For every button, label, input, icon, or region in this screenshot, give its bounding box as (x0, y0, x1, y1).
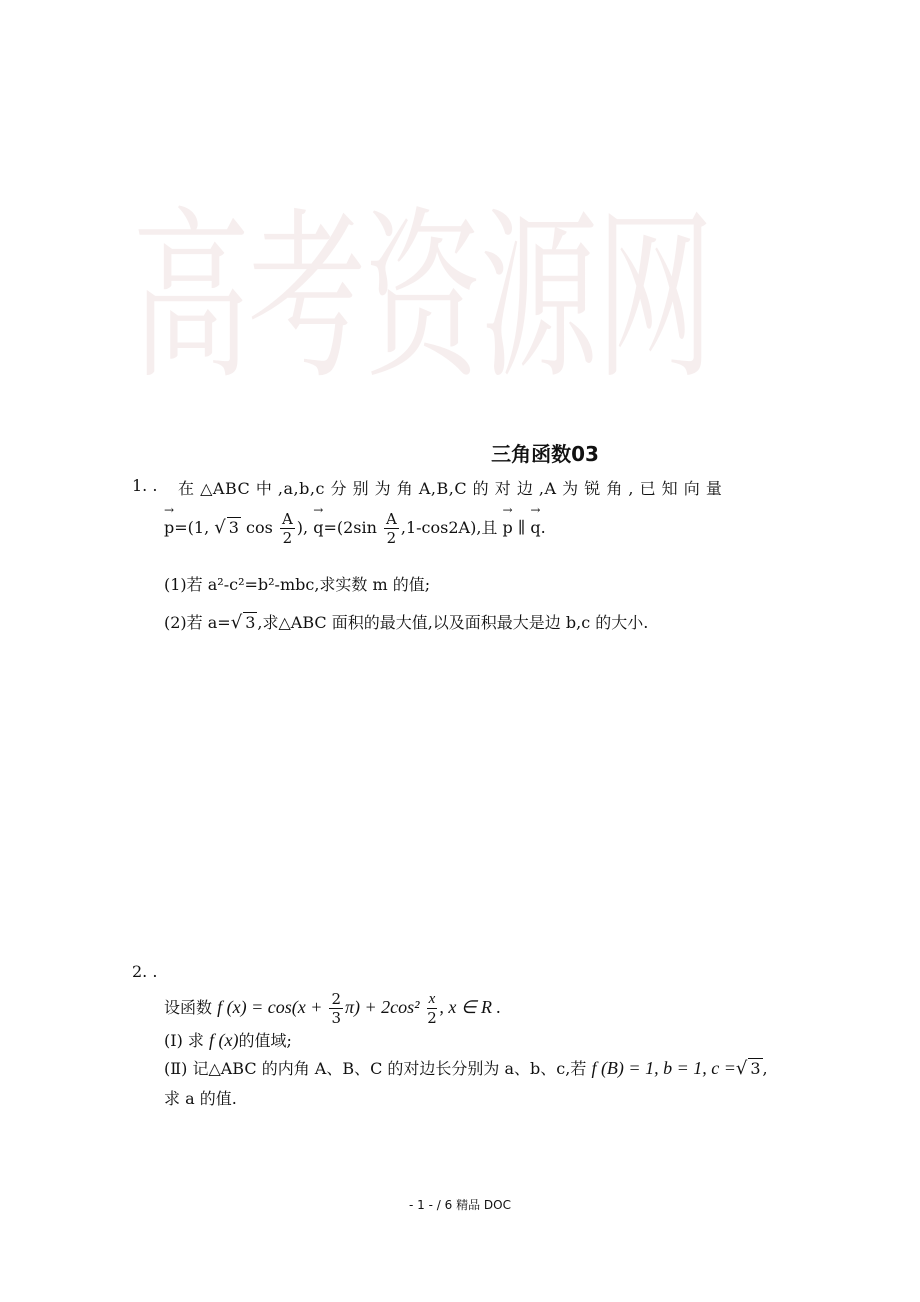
q1-number: 1. . (132, 476, 158, 495)
frac-num: x (428, 991, 436, 1007)
fraction-two-thirds (329, 990, 343, 1027)
q1-part1: (1)若 a²-c²=b²-mbc,求实数 m 的值; (164, 575, 431, 594)
frac-num: 2 (331, 990, 341, 1008)
page-footer: - 1 - / 6 精品 DOC (409, 1198, 511, 1212)
period: . (540, 518, 546, 537)
frac-den: 3 (331, 1009, 341, 1027)
part2-lead: (Ⅱ) 记△ABC 的内角 A、B、C 的对边长分别为 a、b、c,若 (164, 1059, 587, 1078)
vector-q: → q (313, 518, 323, 537)
vector-p: → p (164, 518, 174, 537)
frac-den: 2 (282, 529, 293, 547)
frac-den: 2 (386, 529, 397, 547)
sqrt-value: 3 (750, 1059, 761, 1078)
sqrt-icon: √ (735, 1058, 748, 1079)
p-lead: =(1, (174, 518, 210, 537)
q1-intro: 在 △ABC 中 ,a,b,c 分 别 为 角 A,B,C 的 对 边 ,A 为 锐 角 , 已 知 向 量 (178, 479, 723, 498)
q1-part2 (164, 610, 648, 633)
part2-comma: , (762, 1059, 768, 1078)
part1-fx: f (x) (209, 1030, 239, 1050)
sqrt-value: 3 (228, 518, 239, 537)
fraction-a-over-2 (280, 510, 295, 547)
p-close: ), (296, 518, 309, 537)
cos-text: cos (246, 518, 273, 537)
func-left: f (x) = cos(x + (217, 997, 323, 1017)
part2-tail: ,求△ABC 面积的最大值,以及面积最大是边 b,c 的大小. (257, 613, 649, 632)
page-title: 三角函数03 (491, 442, 599, 466)
q-lead: =(2sin (323, 518, 377, 537)
part1-lead: (Ⅰ) 求 (164, 1031, 204, 1050)
sqrt-icon: √ (214, 517, 226, 538)
part2-lead: (2)若 a= (164, 613, 231, 632)
func-lead: 设函数 (164, 998, 213, 1017)
func-mid: π) + 2cos² (345, 997, 420, 1017)
sqrt-icon: √ (230, 612, 243, 633)
fraction-x-over-2 (427, 990, 438, 1027)
q1-vectors-line (164, 510, 546, 547)
part2-cond: f (B) = 1, b = 1, c = (591, 1058, 736, 1078)
q2-function-line (164, 990, 501, 1027)
q2-part2 (164, 1056, 768, 1079)
parallel-symbol: ∥ (517, 518, 526, 537)
q-tail: ,1-cos2A),且 (400, 518, 498, 537)
frac-den: 2 (427, 1009, 437, 1027)
frac-num: A (386, 510, 397, 528)
part1-tail: 的值域; (238, 1031, 292, 1050)
q2-part2-line2: 求 a 的值. (164, 1089, 237, 1108)
watermark: 高考资源网 (132, 190, 713, 405)
fraction-a-over-2-second (384, 510, 399, 547)
vector-q-ref: → q (530, 518, 540, 537)
sqrt-value: 3 (245, 613, 256, 632)
vector-p-ref: → p (503, 518, 513, 537)
q2-part1 (164, 1028, 292, 1051)
func-tail: , x ∈ R . (439, 997, 501, 1017)
q2-number: 2. . (132, 962, 158, 981)
frac-num: A (281, 510, 293, 528)
